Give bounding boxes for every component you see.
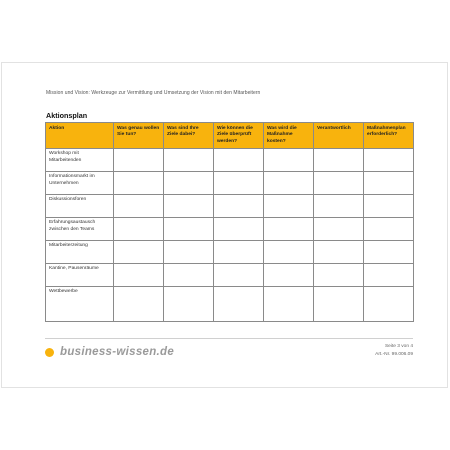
table-cell[interactable] [164, 172, 214, 195]
table-row [46, 218, 414, 241]
logo-dot-icon [45, 348, 54, 357]
table-cell[interactable] [264, 172, 314, 195]
header-cell-was-tun: Was genau wollen Sie tun? [114, 123, 164, 149]
table-cell[interactable] [264, 264, 314, 287]
table-cell[interactable] [164, 287, 214, 322]
action-cell: Kantine, Pausenräume [46, 264, 114, 287]
table-cell[interactable] [264, 241, 314, 264]
action-cell: Informationsmarkt im Unternehmen [46, 172, 114, 195]
table-cell[interactable] [214, 172, 264, 195]
table-cell[interactable] [114, 149, 164, 172]
header-cell-verantwortlich: Verantwortlich [314, 123, 364, 149]
table-cell[interactable] [214, 195, 264, 218]
action-plan-table [45, 122, 414, 322]
table-cell[interactable] [164, 195, 214, 218]
table-cell[interactable] [214, 218, 264, 241]
section-heading: Aktionsplan [46, 111, 88, 120]
table-cell[interactable] [314, 149, 364, 172]
table-cell[interactable] [164, 218, 214, 241]
table-cell[interactable] [114, 195, 164, 218]
action-cell: Wettbewerbe [46, 287, 114, 322]
header-cell-aktion: Aktion [46, 123, 114, 149]
table-cell[interactable] [314, 172, 364, 195]
table-row [46, 241, 414, 264]
table-row [46, 287, 414, 322]
table-cell[interactable] [114, 172, 164, 195]
table-cell[interactable] [264, 218, 314, 241]
header-cell-kosten: Was wird die Maßnahme kosten? [264, 123, 314, 149]
table-cell[interactable] [114, 264, 164, 287]
table-cell[interactable] [164, 149, 214, 172]
table-row [46, 149, 414, 172]
table-cell[interactable] [314, 195, 364, 218]
footer-divider [45, 338, 413, 339]
table-cell[interactable] [264, 287, 314, 322]
header-cell-ziele: Was sind Ihre Ziele dabei? [164, 123, 214, 149]
table-cell[interactable] [364, 287, 414, 322]
header-cell-ueberpruefung: Wie können die Ziele überprüft werden? [214, 123, 264, 149]
table-row [46, 195, 414, 218]
table-cell[interactable] [264, 195, 314, 218]
table-cell[interactable] [314, 264, 364, 287]
document-subtitle: Mission und Vision: Werkzeuge zur Vermittlung und Umsetzung der Vision mit den Mitarbeitern [46, 90, 261, 96]
table-cell[interactable] [214, 264, 264, 287]
article-number: Art.-Nr. 99.006.09 [375, 352, 413, 358]
page-info [375, 343, 413, 360]
table-cell[interactable] [314, 241, 364, 264]
table-cell[interactable] [164, 264, 214, 287]
table-cell[interactable] [364, 264, 414, 287]
table-cell[interactable] [264, 149, 314, 172]
table-row [46, 172, 414, 195]
table-cell[interactable] [314, 287, 364, 322]
table-cell[interactable] [364, 218, 414, 241]
action-cell: Workshop mit Mitarbeitenden [46, 149, 114, 172]
brand-logo: business-wissen.de [60, 345, 175, 358]
table-cell[interactable] [314, 218, 364, 241]
table-cell[interactable] [364, 195, 414, 218]
table-cell[interactable] [364, 149, 414, 172]
table-header-row [46, 123, 414, 149]
header-cell-massnahmenplan: Maßnahmenplan erforderlich? [364, 123, 414, 149]
table-cell[interactable] [114, 287, 164, 322]
page-number: Seite 3 von 4 [384, 344, 413, 349]
table-cell[interactable] [364, 172, 414, 195]
table-cell[interactable] [364, 241, 414, 264]
table-row [46, 264, 414, 287]
table-cell[interactable] [214, 287, 264, 322]
table-cell[interactable] [214, 149, 264, 172]
action-cell: Diskussionsforen [46, 195, 114, 218]
table-cell[interactable] [214, 241, 264, 264]
action-cell: Mitarbeiterzeitung [46, 241, 114, 264]
table-cell[interactable] [114, 241, 164, 264]
action-cell: Erfahrungsaustausch zwischen den Teams [46, 218, 114, 241]
table-cell[interactable] [164, 241, 214, 264]
table-cell[interactable] [114, 218, 164, 241]
